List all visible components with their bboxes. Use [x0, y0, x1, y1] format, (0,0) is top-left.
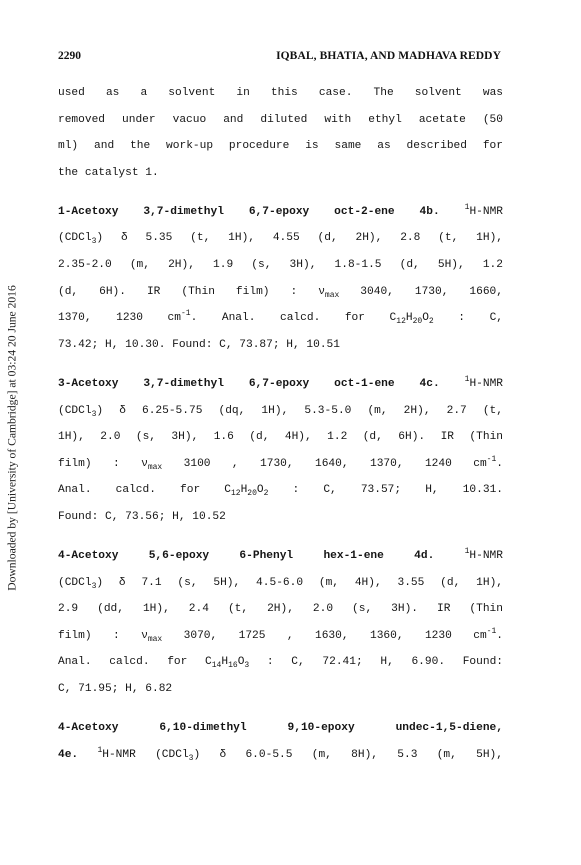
- text-line: removed under vacuo and diluted with ethyl acetate (50: [58, 113, 503, 126]
- page-number: 2290: [58, 50, 81, 62]
- text-line: 1H), 2.0 (s, 3H), 1.6 (d, 4H), 1.2 (d, 6H). IR (Thin: [58, 431, 503, 444]
- text-line: 2.35-2.0 (m, 2H), 1.9 (s, 3H), 1.8-1.5 (d, 5H), 1.2: [58, 259, 503, 272]
- download-notice-text: Downloaded by [University of Cambridge] at 03:24 20 June 2016: [5, 285, 19, 591]
- compound-entry-4d: [58, 543, 503, 703]
- text-line: film) : $\nu_{max}$ 3070, 1725 , 1630, 1360, 1230 $cm^{-1}$.: [58, 626, 503, 644]
- text-line: film) : $\nu_{max}$ 3100 , 1730, 1640, 1370, 1240 $cm^{-1}$.: [58, 454, 503, 472]
- running-header: [58, 50, 501, 66]
- entry-title-line: 1-Acetoxy 3,7-dimethyl 6,7-epoxy oct-2-ene 4b. $^1$H-NMR: [58, 202, 504, 218]
- text-line: C, 71.95; H, 6.82: [58, 682, 173, 695]
- running-head-authors: IQBAL, BHATIA, AND MADHAVA REDDY: [276, 50, 501, 62]
- compound-name: 3-Acetoxy 3,7-dimethyl 6,7-epoxy oct-1-ene 4c.: [58, 377, 440, 390]
- compound-name: 4-Acetoxy 6,10-dimethyl 9,10-epoxy undec-1,5-diene,: [58, 722, 503, 735]
- entry-title-line: [58, 715, 503, 742]
- download-notice: [3, 258, 21, 618]
- compound-name: 1-Acetoxy 3,7-dimethyl 6,7-epoxy oct-2-ene 4b.: [58, 205, 440, 218]
- text-line: (d, 6H). IR (Thin film) : $\nu_{max}$ 3040, 1730, 1660,: [58, 285, 503, 300]
- text-line: Anal. calcd. for $C_{12}H_{20}O_2$ : C, 73.57; H, 10.31.: [58, 484, 503, 499]
- compound-entry-4c: [58, 371, 503, 531]
- text-line: (CDCl$_3$) δ 6.25-5.75 (dq, 1H), 5.3-5.0 (m, 2H), 2.7 (t,: [58, 404, 503, 419]
- article-body: [58, 80, 503, 768]
- entry-title-line: 4-Acetoxy 5,6-epoxy 6-Phenyl hex-1-ene 4d. $^1$H-NMR: [58, 547, 503, 562]
- text-line: used as a solvent in this case. The solvent was: [58, 87, 503, 99]
- compound-entry-4b: [58, 199, 503, 359]
- text-line: 2.9 (dd, 1H), 2.4 (t, 2H), 2.0 (s, 3H). IR (Thin: [58, 603, 503, 616]
- text-line: 4e. $^1$H-NMR (CDCl$_3$) δ 6.0-5.5 (m, 8H), 5.3 (m, 5H),: [58, 745, 503, 763]
- compound-name: 4-Acetoxy 5,6-epoxy 6-Phenyl hex-1-ene 4d.: [58, 550, 435, 562]
- text-line: Anal. calcd. for $C_{14}H_{16}O_3$ : C, 72.41; H, 6.90. Found:: [58, 656, 503, 671]
- intro-paragraph: [58, 80, 503, 186]
- text-line: (CDCl$_3$) δ 5.35 (t, 1H), 4.55 (d, 2H), 2.8 (t, 1H),: [58, 232, 503, 247]
- text-line: Found: C, 73.56; H, 10.52: [58, 510, 226, 523]
- text-line: 1370, 1230 $cm^{-1}$. Anal. calcd. for $C_{12}H_{20}O_2$ : C,: [58, 309, 503, 327]
- entry-title-line: 3-Acetoxy 3,7-dimethyl 6,7-epoxy oct-1-ene 4c. $^1$H-NMR: [58, 374, 504, 390]
- text-line: the catalyst 1.: [58, 166, 159, 179]
- text-line: (CDCl$_3$) δ 7.1 (s, 5H), 4.5-6.0 (m, 4H), 3.55 (d, 1H),: [58, 576, 503, 591]
- text-line: 73.42; H, 10.30. Found: C, 73.87; H, 10.51: [58, 338, 340, 351]
- text-line: ml) and the work-up procedure is same as described for: [58, 140, 503, 153]
- compound-entry-4e: [58, 715, 503, 768]
